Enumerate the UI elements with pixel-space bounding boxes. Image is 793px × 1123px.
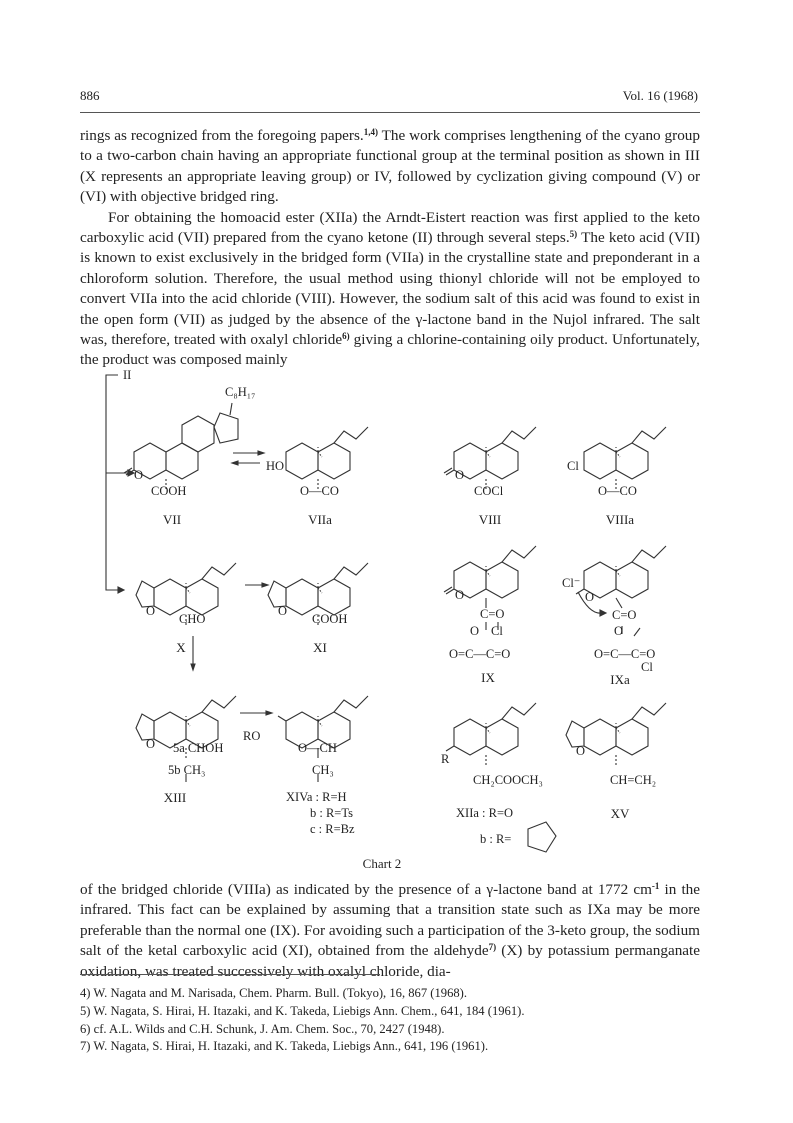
r-label: R (441, 752, 450, 766)
structure-xiia (446, 703, 536, 765)
footnote-5: 5) W. Nagata, S. Hirai, H. Itazaki, and K. Takeda, Liebigs Ann. Chem., 641, 184 (1961). (80, 1003, 525, 1018)
label-x: X (176, 640, 186, 655)
oxalyl-label: O=C—C=O (449, 647, 511, 661)
label-xv: XV (610, 806, 630, 821)
paragraph-2: For obtaining the homoacid ester (XIIa) the Arndt-Eistert reaction was first applied to the keto carboxylic acid (VII) prepared from the cyano ketone (II) through several steps.$^{5)}$ The keto acid (VII) is known to exist exclusively in the bridged form (VIIa) in the crystalline state and preponderant in a chloroform solution. Therefore, the usual method using thionyl chloride will not be employed to convert VIIa into the acid chloride (VIII). However, the sodium salt of this acid was found to exist in the open form (VII) as judged by the absence of the γ-lactone band in the Nujol infrared. The salt was, therefore, treated with oxalyl chloride$^{6)}$ giving a chlorine-containing oily product. Unfortunately, the product was composed mainly (80, 208, 700, 369)
ch3-label-xiv: CH₃ (312, 763, 334, 777)
label-xivc: c : R=Bz (310, 822, 355, 836)
label-xiii: XIII (163, 790, 187, 805)
cho-label: CHO (179, 612, 206, 626)
ch3-label-xiii: 5b CH₃ (168, 763, 206, 777)
ketal-o-label-xiii: O (146, 737, 156, 751)
bottom-text (80, 880, 700, 982)
o-ch-label: O—CH (298, 741, 337, 755)
c-o-label: C=O (480, 607, 505, 621)
volume-label: Vol. 16 (1968) (622, 88, 698, 103)
label-xivb: b : R=Ts (310, 806, 353, 820)
chart-title: Chart 2 (362, 856, 402, 871)
label-viiia: VIIIa (605, 512, 635, 527)
label-ixa: IXa (610, 672, 630, 687)
paragraph-3: of the bridged chloride (VIIIa) as indicated by the presence of a γ-lactone band at 1772 $cm^{-1}$ in the infrared. This fact can be explained by assuming that a transition state such as IXa may be more preferable than the normal one (IX). For avoiding such a participation of the 3-keto group, the sodium salt of the ketal carboxylic acid (XI), obtained from the aldehyde$^{7)}$ (X) by potassium permanganate oxidation, was treated successively with oxalyl chloride, dia- (80, 881, 700, 980)
ketal-o-label-xv: O (576, 744, 586, 758)
o-label-ixa: O (585, 590, 595, 604)
lactone-label: O—CO (300, 484, 339, 498)
ho-label: HO (266, 459, 285, 473)
paragraph-1: rings as recognized from the foregoing papers.$^{1,4)}$ The work comprises lengthening of the cyano group to a two-carbon chain having an appropriate functional group at the terminal position as shown in III (X represents an appropriate leaving group) or IV, followed by cyclization giving compound (V) or (VI) with objective bridged ring. (80, 127, 700, 206)
ketal-o-label-xi: O (278, 604, 288, 618)
cl-minus-label: Cl⁻ (562, 576, 581, 590)
footnote-7: 7) W. Nagata, S. Hirai, H. Itazaki, and K. Takeda, Liebigs Ann., 641, 196 (1961). (80, 1039, 489, 1054)
ro-label: RO (243, 729, 261, 743)
structure-viia (286, 427, 368, 489)
ch-ch2-label: CH=CH₂ (610, 773, 657, 787)
cocl-label: COCl (474, 484, 504, 498)
label-viii: VIII (478, 512, 502, 527)
cl-label-ix: Cl (491, 624, 503, 638)
o-label: O (134, 468, 144, 482)
label-xiia: XIIa : R=O (456, 806, 514, 820)
o-label-ix2: O (470, 624, 480, 638)
footnote-rule (80, 974, 380, 975)
footnotes (80, 985, 720, 1056)
ketal-o-label: O (146, 604, 156, 618)
o-label-ix: O (455, 588, 465, 602)
label-viia: VIIa (308, 512, 332, 527)
label-xiib: b : R= (480, 832, 512, 846)
page-number: 886 (80, 88, 100, 103)
oxalyl-label-ixa: O=C—C=O (594, 647, 656, 661)
cooh-label: COOH (151, 484, 187, 498)
label-vii: VII (162, 512, 182, 527)
cl-label: Cl (567, 459, 579, 473)
o-label-viii: O (455, 468, 465, 482)
footnote-6: 6) cf. A.L. Wilds and C.H. Schunk, J. Am. Chem. Soc., 70, 2427 (1948). (80, 1021, 445, 1036)
label-xiva: XIVa : R=H (286, 790, 347, 804)
ii-bracket (106, 375, 118, 590)
chhoh-label: 5a CHOH (173, 741, 224, 755)
c8h17-label: C₈H₁₇ (225, 385, 256, 399)
c-o-label-ixa: C=O (612, 608, 637, 622)
cl-label-ixa: Cl (641, 660, 653, 674)
label-xi: XI (313, 640, 327, 655)
structure-viiia (584, 427, 666, 489)
dioxolane-ring (528, 822, 556, 852)
label-ix: IX (481, 670, 495, 685)
o-label-ixa2: O (614, 624, 624, 638)
ch2cooch3-label: CH₂COOCH₃ (473, 773, 543, 787)
footnote-4: 4) W. Nagata and M. Narisada, Chem. Pharm. Bull. (Tokyo), 16, 867 (1968). (80, 986, 468, 1000)
lactone-label-viiia: O—CO (598, 484, 637, 498)
start-label-ii: II (123, 368, 132, 382)
cooh-label-xi: COOH (312, 612, 348, 626)
